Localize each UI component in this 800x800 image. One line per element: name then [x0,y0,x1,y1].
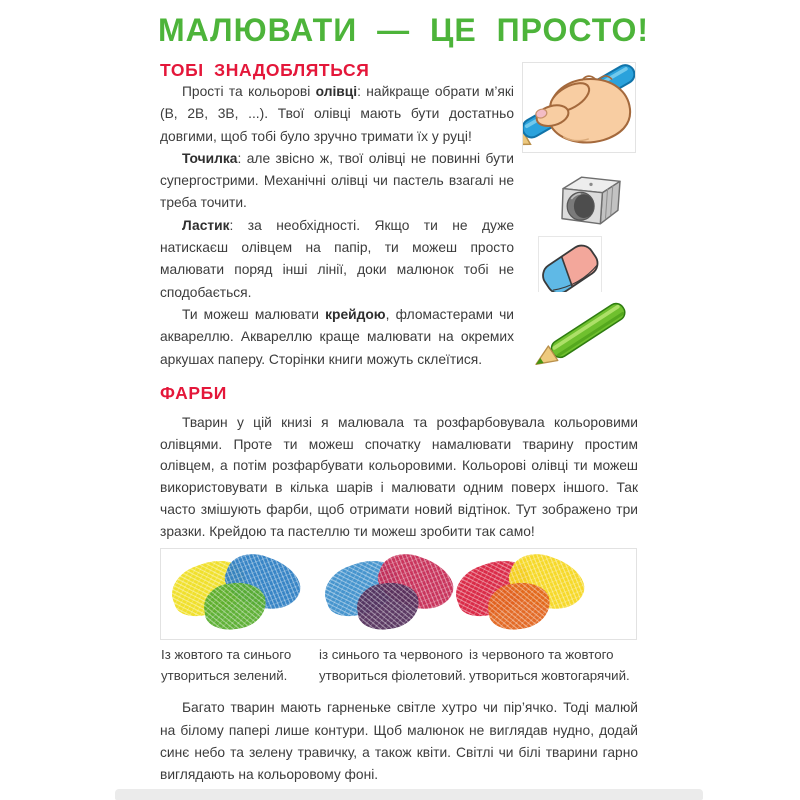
pencil-sharpener-icon [556,172,626,230]
color-mixing-samples-box [160,548,637,640]
paragraph-sharpener: Точилка: але звісно ж, твої олівці не повинні бути супергострими. Механічні олівці чи пастель взагалі не треба точити. [160,150,514,211]
paragraph-eraser: Ластик: за необхідності. Якщо ти не дуже натискаєш олівцем на папір, ти можеш просто малювати поряд інші лінії, доки малюнок тобі не сподобається. [160,217,514,300]
section-supplies [160,60,514,371]
paragraph-paints-outro: Багато тварин мають гарненьке світле хутро чи пір’ячко. Тоді малюй на білому папері лише контури. Щоб малюнок не виглядав нудно, додай синє небо та зелену травичку, а також квіти. Світлі чи білі тварини гарно виглядають на кольоровому фоні. [160,700,638,783]
caption-violet-mix: із синього та червоного утвориться фіолетовий. [319,647,467,684]
mix-sample-yellow-blue [171,556,301,632]
green-pencil-illustration [526,292,632,382]
supplies-heading: ТОБІ ЗНАДОБЛЯТЬСЯ [160,60,370,80]
paints-heading: ФАРБИ [160,383,227,403]
paragraph-pencils: Прості та кольорові олівці: найкраще обрати м’які (В, 2В, 3В, ...). Твої олівці мають бути достатньо довгими, щоб тобі було зручно тримати їх у руці! [160,84,514,144]
section-paints [160,383,638,786]
pencil-sharpener-illustration [556,172,626,230]
page-title: МАЛЮВАТИ — ЦЕ ПРОСТО! [158,12,649,48]
paragraph-chalk: Ти можеш малювати крейдою, фломастерами чи аквареллю. Аквареллю краще малювати на окремих аркушах паперу. Сторінки книги можуть склеїтися. [160,306,514,367]
mix-sample-blue-red [324,556,454,632]
page-bottom-edge [115,789,703,800]
mix-sample-red-yellow [455,556,585,632]
caption-orange-mix: із червоного та жовтого утвориться жовтогарячий. [469,647,630,684]
paragraph-paints-intro: Тварин у цій книзі я малювала та розфарбовувала кольоровими олівцями. Проте ти можеш спочатку намалювати тварину простим олівцем, а потім розфарбувати кольоровими. Кольорові олівці ти можеш використовувати в кілька шарів і малювати одним поверх іншого. Так часто змішують фарби, щоб отримати новий відтінок. Тут зображено три зразки. Крейдою та пастеллю ти можеш зробити так само! [160,415,638,539]
hand-with-blue-pencil-illustration [522,62,636,153]
caption-green-mix: Із жовтого та синього утвориться зелений. [161,647,292,684]
hand-with-blue-pencil-icon [523,63,635,152]
green-pencil-icon [526,292,632,382]
mixing-captions-row [160,644,638,690]
